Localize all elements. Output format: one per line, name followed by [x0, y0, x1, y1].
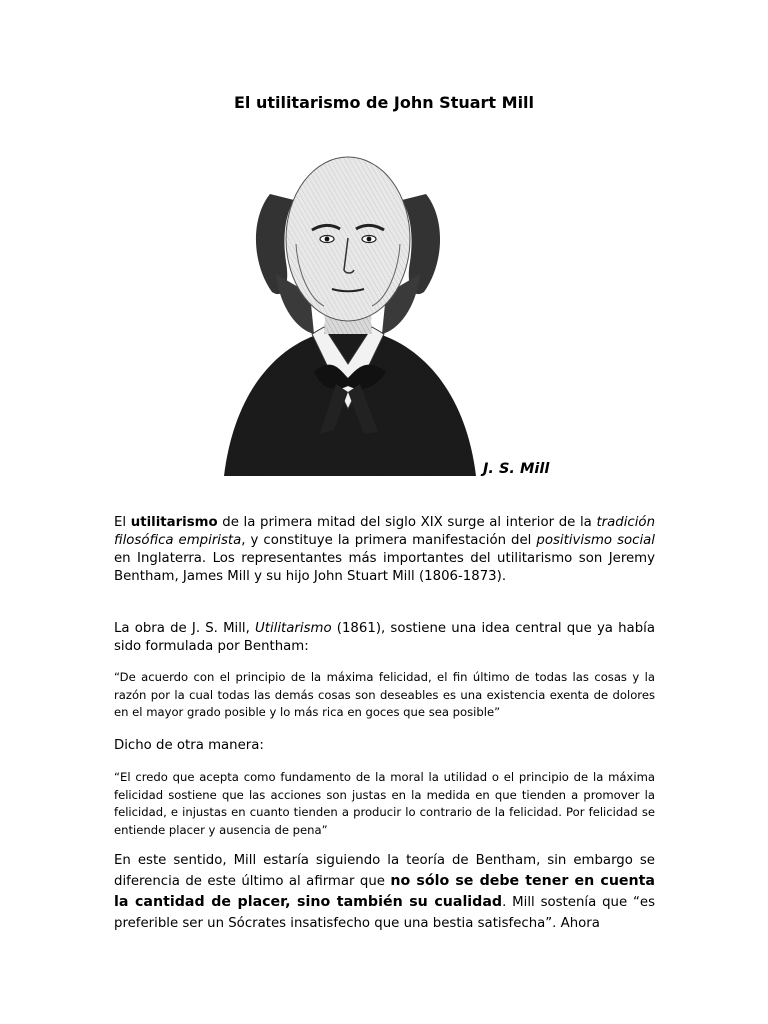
intro-paragraph: El utilitarismo de la primera mitad del siglo XIX surge al interior de la tradición filosófica empirista, y constituye la primera manifestación del positivismo social en Inglaterra. Los representantes más importantes del utilitarismo son Jeremy Bentham, James Mill y su hijo John Stuart Mill (1806-1873). [114, 515, 655, 584]
portrait-engraving [214, 134, 482, 476]
bentham-quote: “De acuerdo con el principio de la máxima felicidad, el fin último de todas las cosas y la razón por la cual todas las demás cosas son deseables es una existencia exenta de dolores en el mayor grado posible y lo más rica en goces que sea posible” [114, 670, 655, 719]
page-title: El utilitarismo de John Stuart Mill [233, 93, 535, 112]
mill-difference-paragraph: En este sentido, Mill estaría siguiendo la teoría de Bentham, sin embargo se diferencia de este último al afirmar que no sólo se debe tener en cuenta la cantidad de placer, sino también su cualidad. Mill sostenía que “es preferible ser un Sócrates insatisfecho que una bestia satisfecha”. Ahora [114, 853, 655, 931]
transition-paragraph: Dicho de otra manera: [114, 738, 264, 753]
work-paragraph: La obra de J. S. Mill, Utilitarismo (1861), sostiene una idea central que ya había sido formulada por Bentham: [114, 621, 655, 654]
utility-creed-quote: “El credo que acepta como fundamento de la moral la utilidad o el principio de la máxima felicidad sostiene que las acciones son justas en la medida en que tienden a promover la felicidad, e injustas en cuanto tienden a producir lo contrario de la felicidad. Por felicidad se entiende placer y ausencia de pena” [114, 770, 655, 837]
portrait-caption: J. S. Mill [483, 461, 550, 477]
